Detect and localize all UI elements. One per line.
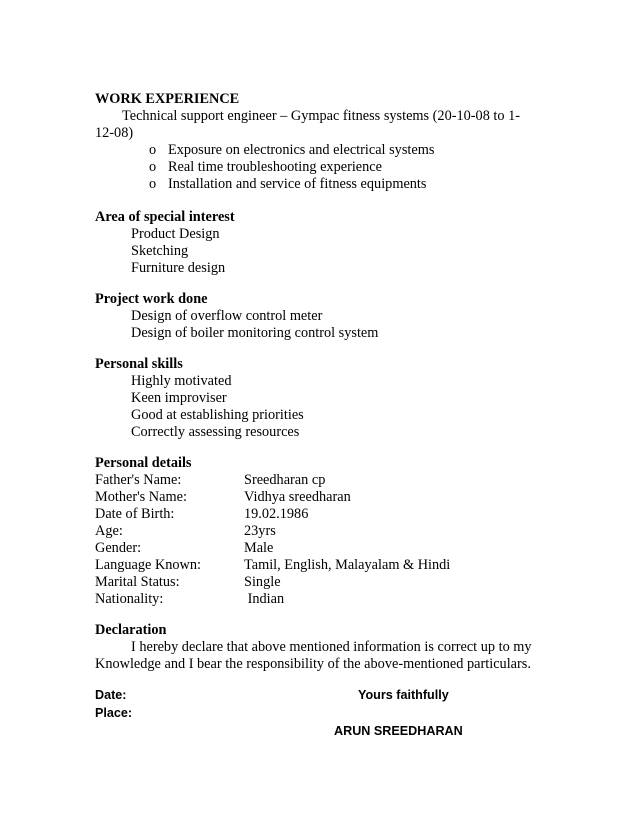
personal-skill-item: Good at establishing priorities: [131, 407, 304, 423]
special-interest-item: Product Design: [131, 226, 220, 242]
work-bullet-item: [149, 142, 434, 159]
work-bullet-text: Real time troubleshooting experience: [168, 159, 382, 175]
declaration-line-2: Knowledge and I bear the responsibility of the above-mentioned particulars.: [95, 656, 531, 672]
special-interest-heading: Area of special interest: [95, 209, 235, 225]
personal-detail-label: Age:: [95, 523, 123, 539]
personal-detail-value: Tamil, English, Malayalam & Hindi: [244, 557, 451, 573]
special-interest-item: Furniture design: [131, 260, 226, 276]
job-line-2: 12-08): [95, 125, 134, 141]
personal-detail-value: 23yrs: [244, 523, 276, 539]
personal-detail-value: 19.02.1986: [244, 506, 309, 522]
personal-detail-value: Male: [244, 540, 274, 556]
personal-skills-heading: Personal skills: [95, 356, 183, 372]
personal-skill-item: Correctly assessing resources: [131, 424, 300, 440]
bullet-marker: o: [149, 176, 157, 192]
work-experience-heading: WORK EXPERIENCE: [95, 91, 240, 107]
personal-details-heading: Personal details: [95, 455, 192, 471]
work-bullet-item: [149, 176, 426, 193]
declaration-line-1: I hereby declare that above mentioned information is correct up to my: [131, 639, 532, 655]
bullet-marker: o: [149, 142, 157, 158]
personal-detail-value: Vidhya sreedharan: [244, 489, 351, 505]
declaration-heading: Declaration: [95, 622, 167, 638]
project-work-heading: Project work done: [95, 291, 208, 307]
personal-detail-value: Single: [244, 574, 281, 590]
personal-detail-label: Mother's Name:: [95, 489, 187, 505]
bullet-marker: o: [149, 159, 157, 175]
place-label: Place:: [95, 706, 133, 720]
project-work-item: Design of overflow control meter: [131, 308, 323, 324]
personal-detail-label: Nationality:: [95, 591, 164, 607]
personal-skill-item: Highly motivated: [131, 373, 232, 389]
closing-text: Yours faithfully: [358, 688, 449, 702]
work-bullet-text: Installation and service of fitness equipments: [168, 176, 427, 192]
date-label: Date:: [95, 688, 127, 702]
project-work-item: Design of boiler monitoring control system: [131, 325, 379, 341]
personal-skill-item: Keen improviser: [131, 390, 227, 406]
personal-detail-label: Marital Status:: [95, 574, 180, 590]
signature-name: ARUN SREEDHARAN: [334, 724, 463, 738]
work-bullet-text: Exposure on electronics and electrical systems: [168, 142, 435, 158]
personal-detail-label: Date of Birth:: [95, 506, 175, 522]
work-bullet-item: [149, 159, 382, 176]
personal-detail-label: Father's Name:: [95, 472, 182, 488]
special-interest-item: Sketching: [131, 243, 189, 259]
personal-detail-value: Indian: [244, 591, 285, 607]
personal-detail-value: Sreedharan cp: [244, 472, 326, 488]
personal-detail-label: Language Known:: [95, 557, 202, 573]
personal-detail-label: Gender:: [95, 540, 142, 556]
job-line-1: Technical support engineer – Gympac fitness systems (20-10-08 to 1-: [122, 108, 521, 124]
